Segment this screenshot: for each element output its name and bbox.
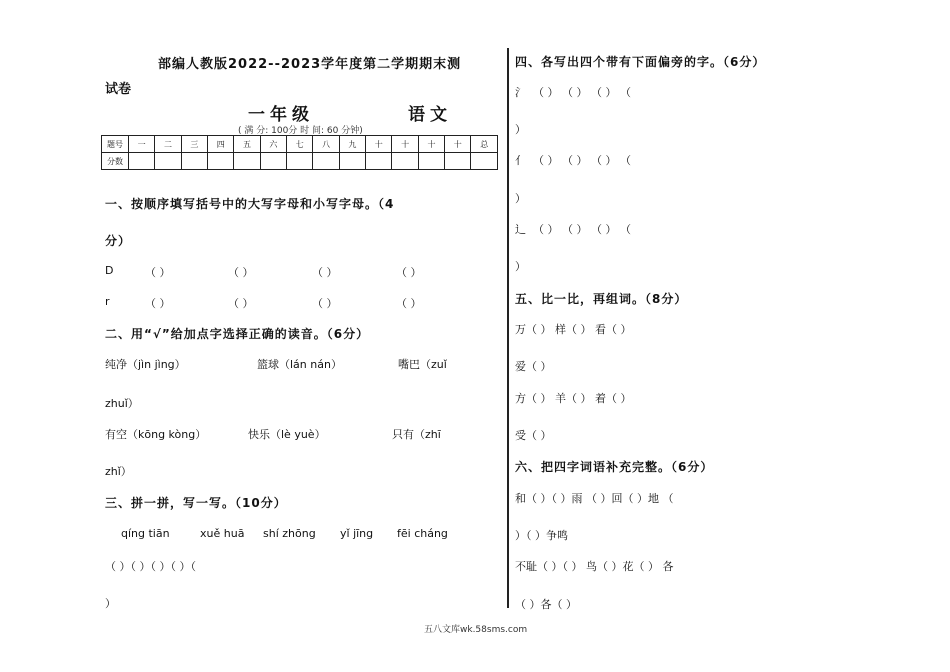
q2-item-4[interactable]: 有空（kōng kòng） bbox=[105, 428, 207, 441]
score-entry[interactable] bbox=[155, 153, 181, 170]
q4-row-1-tail: ） bbox=[515, 123, 526, 136]
score-entry[interactable] bbox=[366, 153, 392, 170]
q3-pinyin-2: xuě huā bbox=[200, 527, 245, 540]
q6-line-4[interactable]: （ ）各（ ） bbox=[515, 598, 577, 611]
score-table-score-row bbox=[102, 153, 498, 170]
question-1-title-a: 一、按顺序填写括号中的大写字母和小写字母。（4 bbox=[105, 197, 395, 211]
score-cell: 十 bbox=[445, 136, 471, 153]
score-entry[interactable] bbox=[208, 153, 234, 170]
q4-row-1-blanks[interactable]: （ ） （ ） （ ） （ bbox=[533, 86, 631, 99]
question-6-title: 六、把四字词语补充完整。（6分） bbox=[515, 460, 714, 474]
score-entry[interactable] bbox=[260, 153, 286, 170]
q1-row1-blank[interactable]: （ ） bbox=[145, 266, 171, 279]
footer-watermark: 五八文库wk.58sms.com bbox=[424, 625, 528, 635]
q3-pinyin-3: shí zhōng bbox=[263, 527, 316, 540]
score-entry[interactable] bbox=[129, 153, 155, 170]
q3-pinyin-1: qíng tiān bbox=[121, 527, 170, 540]
q5-line-1[interactable]: 万（ ） 样（ ） 看（ ） bbox=[515, 323, 632, 336]
score-entry[interactable] bbox=[181, 153, 207, 170]
question-3-title: 三、拼一拼，写一写。（10分） bbox=[105, 496, 287, 510]
q6-line-2[interactable]: ）（ ）争鸣 bbox=[515, 529, 568, 542]
exam-title-line2: 试卷 bbox=[105, 82, 132, 97]
score-cell: 八 bbox=[313, 136, 339, 153]
score-cell: 十 bbox=[418, 136, 444, 153]
exam-title-line1: 部编人教版2022--2023学年度第二学期期末测 bbox=[158, 57, 462, 72]
q4-row-3-tail: ） bbox=[515, 260, 526, 273]
question-1-title-b: 分） bbox=[105, 234, 132, 248]
q2-item-5[interactable]: 快乐（lè yuè） bbox=[248, 428, 326, 441]
score-cell: 题号 bbox=[102, 136, 129, 153]
q6-line-1[interactable]: 和（ ）（ ）雨 （ ）回（ ）地 （ bbox=[515, 492, 674, 505]
q6-line-3[interactable]: 不耻（ ）（ ） 鸟（ ）花（ ） 各 bbox=[515, 560, 674, 573]
score-cell: 十 bbox=[366, 136, 392, 153]
q4-row-2-tail: ） bbox=[515, 192, 526, 205]
q3-answer-tail: ） bbox=[105, 597, 116, 610]
q3-pinyin-5: fēi cháng bbox=[397, 527, 448, 540]
q1-row2-blank[interactable]: （ ） bbox=[396, 297, 422, 310]
q5-line-2[interactable]: 爱（ ） bbox=[515, 360, 552, 373]
column-divider bbox=[507, 48, 509, 608]
score-entry[interactable] bbox=[418, 153, 444, 170]
q5-line-3[interactable]: 方（ ） 羊（ ） 着（ ） bbox=[515, 392, 632, 405]
score-cell: 九 bbox=[339, 136, 365, 153]
score-row-label: 分数 bbox=[102, 153, 129, 170]
score-entry[interactable] bbox=[313, 153, 339, 170]
q1-row2-lead: r bbox=[105, 295, 110, 308]
score-entry[interactable] bbox=[445, 153, 471, 170]
q2-item-6-cont: zhǐ） bbox=[105, 465, 132, 478]
q2-item-3[interactable]: 嘴巴（zuǐ bbox=[398, 358, 447, 371]
score-entry[interactable] bbox=[471, 153, 498, 170]
grade-label: 一年级 bbox=[248, 105, 314, 125]
q5-line-4[interactable]: 受（ ） bbox=[515, 429, 552, 442]
question-4-title: 四、各写出四个带有下面偏旁的字。（6分） bbox=[515, 55, 766, 69]
q4-radical-1: 氵 bbox=[515, 86, 526, 99]
q1-row1-blank[interactable]: （ ） bbox=[396, 266, 422, 279]
subject-label: 语文 bbox=[408, 105, 452, 125]
score-cell: 总 bbox=[471, 136, 498, 153]
q4-row-3-blanks[interactable]: （ ） （ ） （ ） （ bbox=[533, 223, 631, 236]
q2-item-6[interactable]: 只有（zhī bbox=[392, 428, 441, 441]
score-table bbox=[101, 135, 498, 170]
q4-radical-3: 辶 bbox=[515, 223, 526, 236]
q3-pinyin-4: yǐ jīng bbox=[340, 527, 374, 540]
score-entry[interactable] bbox=[392, 153, 418, 170]
score-cell: 六 bbox=[260, 136, 286, 153]
score-entry[interactable] bbox=[287, 153, 313, 170]
question-2-title: 二、用“√”给加点字选择正确的读音。（6分） bbox=[105, 327, 370, 341]
q4-row-2-blanks[interactable]: （ ） （ ） （ ） （ bbox=[533, 154, 631, 167]
score-cell: 五 bbox=[234, 136, 260, 153]
q2-item-3-cont: zhuǐ） bbox=[105, 397, 139, 410]
score-entry[interactable] bbox=[234, 153, 260, 170]
score-cell: 四 bbox=[208, 136, 234, 153]
question-5-title: 五、比一比，再组词。（8分） bbox=[515, 292, 688, 306]
score-cell: 二 bbox=[155, 136, 181, 153]
score-table-header-row bbox=[102, 136, 498, 153]
q1-row1-lead: D bbox=[105, 264, 114, 277]
q1-row1-blank[interactable]: （ ） bbox=[228, 266, 254, 279]
q3-answer-blanks[interactable]: （ ）（ ）（ ）（ ）（ bbox=[105, 560, 196, 573]
score-cell: 七 bbox=[287, 136, 313, 153]
q4-radical-2: 亻 bbox=[515, 154, 526, 167]
q1-row2-blank[interactable]: （ ） bbox=[312, 297, 338, 310]
q1-row1-blank[interactable]: （ ） bbox=[312, 266, 338, 279]
q2-item-1[interactable]: 纯净（jìn jìng） bbox=[105, 358, 186, 371]
score-entry[interactable] bbox=[339, 153, 365, 170]
exam-subtitle: ( 满 分: 100分 时 间: 60 分钟) bbox=[238, 126, 363, 136]
q2-item-2[interactable]: 篮球（lán nán） bbox=[257, 358, 342, 371]
q1-row2-blank[interactable]: （ ） bbox=[228, 297, 254, 310]
score-cell: 一 bbox=[129, 136, 155, 153]
score-cell: 三 bbox=[181, 136, 207, 153]
score-cell: 十 bbox=[392, 136, 418, 153]
q1-row2-blank[interactable]: （ ） bbox=[145, 297, 171, 310]
